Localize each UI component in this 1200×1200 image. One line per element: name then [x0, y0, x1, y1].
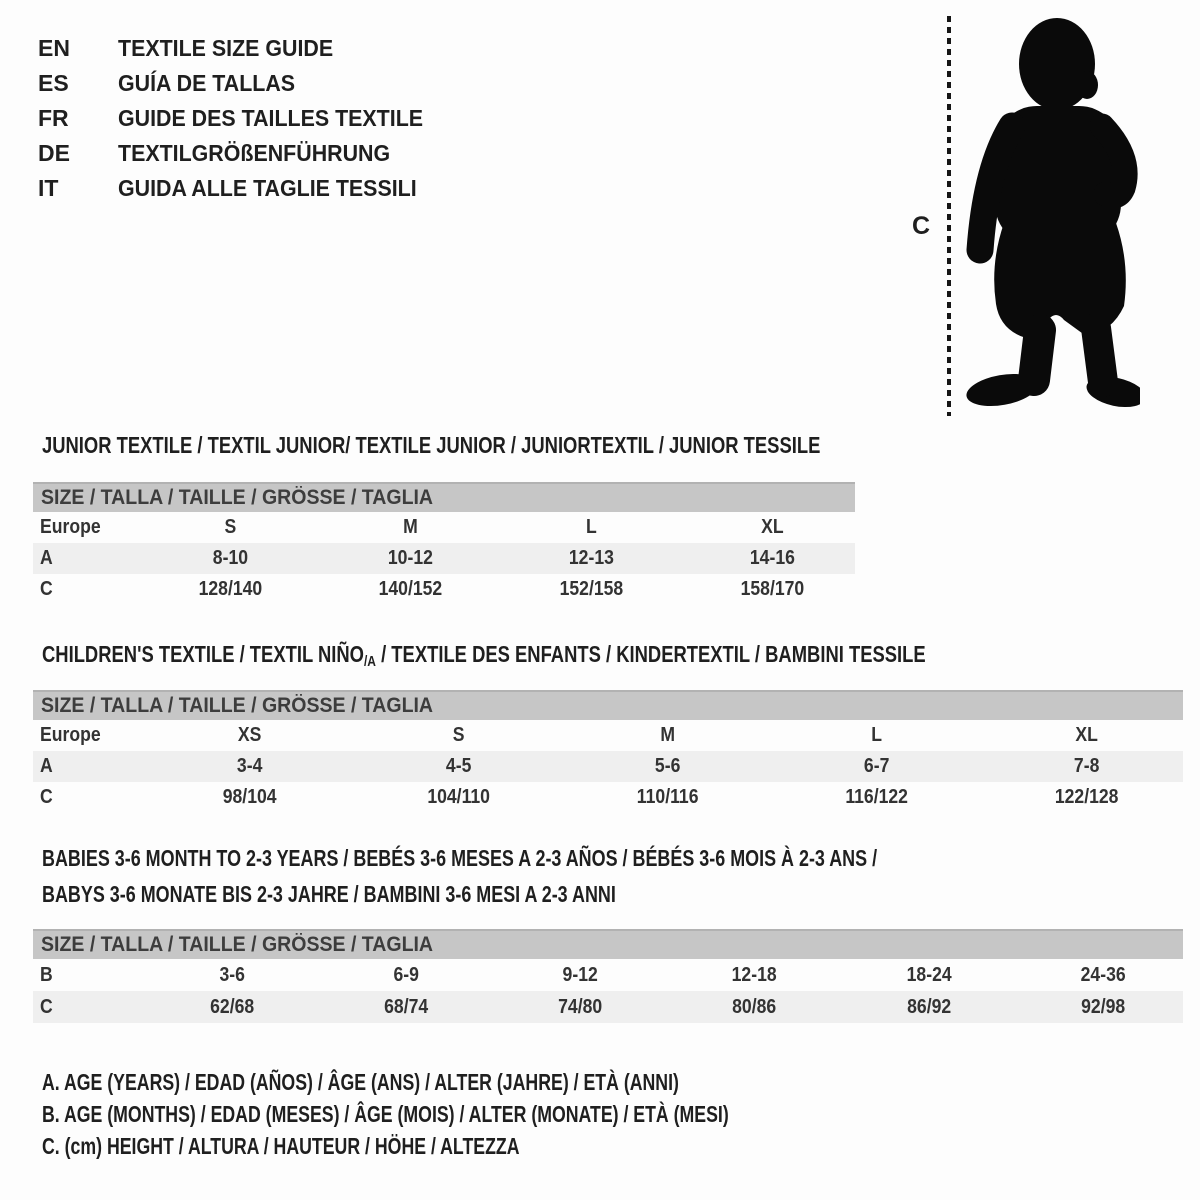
- table-cell: 7-8: [1073, 755, 1100, 777]
- table-cell: 98/104: [222, 786, 277, 808]
- table-cell: 92/98: [1081, 995, 1126, 1018]
- size-header-label: SIZE / TALLA / TAILLE / GRÖSSE / TAGLIA: [41, 486, 434, 509]
- table-cell: L: [586, 516, 598, 538]
- table-cell: M: [403, 516, 419, 538]
- table-cell: S: [452, 724, 465, 746]
- table-cell: Europe: [40, 516, 101, 538]
- table-cell: 5-6: [655, 755, 681, 777]
- table-row-europe: [33, 720, 1183, 751]
- table-row-height: [33, 782, 1183, 813]
- children-table-header-bar: [33, 690, 1183, 720]
- table-cell: XL: [761, 516, 784, 538]
- language-row: [38, 101, 446, 136]
- language-row: [38, 171, 446, 206]
- table-cell: XS: [237, 724, 261, 746]
- language-row: [38, 66, 446, 101]
- babies-table-header-bar: [33, 929, 1183, 959]
- table-cell: 68/74: [383, 995, 429, 1018]
- heading-subscript: /A: [363, 653, 376, 670]
- table-cell: 152/158: [559, 578, 624, 600]
- language-code: IT: [38, 175, 59, 201]
- language-title: TEXTILGRÖßENFÜHRUNG: [118, 140, 391, 166]
- table-cell: M: [660, 724, 676, 746]
- junior-section-heading: JUNIOR TEXTILE / TEXTIL JUNIOR/ TEXTILE JUNIOR / JUNIORTEXTIL / JUNIOR TESSILE: [42, 432, 821, 458]
- table-cell: 80/86: [732, 995, 777, 1018]
- table-row-height: [33, 574, 855, 605]
- table-cell: 74/80: [558, 995, 603, 1018]
- junior-table-header-bar: [33, 482, 855, 512]
- table-cell: A: [40, 755, 53, 777]
- note-age-years: A. AGE (YEARS) / EDAD (AÑOS) / ÂGE (ANS) / ALTER (JAHRE) / ETÀ (ANNI): [42, 1069, 679, 1095]
- table-row-height: [33, 991, 1183, 1023]
- babies-size-table: [33, 929, 1183, 1023]
- language-list: [38, 31, 446, 206]
- table-cell: C: [40, 995, 53, 1018]
- table-cell: 4-5: [445, 755, 472, 777]
- table-row-age: [33, 543, 855, 574]
- table-cell: 62/68: [209, 995, 254, 1018]
- table-row-europe: [33, 512, 855, 543]
- table-cell: A: [40, 547, 53, 569]
- table-cell: 24-36: [1080, 963, 1126, 986]
- table-row-months: [33, 959, 1183, 991]
- language-code: EN: [38, 35, 70, 61]
- table-cell: 128/140: [198, 578, 262, 600]
- language-code: FR: [38, 105, 69, 131]
- table-cell: L: [871, 724, 883, 746]
- table-cell: 104/110: [427, 786, 490, 808]
- table-cell: 116/122: [845, 786, 909, 808]
- table-cell: XL: [1075, 724, 1098, 746]
- junior-size-table: [33, 482, 855, 605]
- note-age-months: B. AGE (MONTHS) / EDAD (MESES) / ÂGE (MOIS) / ALTER (MONATE) / ETÀ (MESI): [42, 1101, 729, 1127]
- size-header-label: SIZE / TALLA / TAILLE / GRÖSSE / TAGLIA: [41, 933, 434, 956]
- language-title: GUIDE DES TAILLES TEXTILE: [118, 105, 424, 131]
- babies-section-heading: BABIES 3-6 MONTH TO 2-3 YEARS / BEBÉS 3-6 MESES A 2-3 AÑOS / BÉBÉS 3-6 MOIS À 2-3 ANS / BABYS 3-6 MONATE BIS 2-3 JAHRE / BAMBINI 3-6 MESI A 2-3 ANNI: [42, 845, 878, 907]
- note-height-cm: C. (cm) HEIGHT / ALTURA / HAUTEUR / HÖHE / ALTEZZA: [42, 1133, 520, 1159]
- table-cell: 86/92: [906, 995, 951, 1018]
- table-cell: 3-6: [218, 963, 245, 986]
- table-cell: 3-4: [236, 755, 262, 777]
- table-cell: S: [224, 516, 236, 538]
- language-title: TEXTILE SIZE GUIDE: [118, 35, 334, 61]
- children-size-table: [33, 690, 1183, 813]
- table-cell: B: [40, 963, 53, 986]
- table-cell: 6-7: [864, 755, 890, 777]
- height-dashed-line: [947, 16, 951, 416]
- language-code: DE: [38, 140, 70, 166]
- table-cell: 110/116: [636, 786, 699, 808]
- table-cell: 14-16: [750, 547, 796, 569]
- language-code: ES: [38, 70, 69, 96]
- table-cell: 8-10: [212, 547, 248, 569]
- table-cell: 122/128: [1054, 786, 1119, 808]
- table-cell: 140/152: [379, 578, 443, 600]
- size-header-label: SIZE / TALLA / TAILLE / GRÖSSE / TAGLIA: [41, 694, 434, 717]
- children-section-heading: CHILDREN'S TEXTILE / TEXTIL NIÑO/A / TEXTILE DES ENFANTS / KINDERTEXTIL / BAMBINI TESSILE: [42, 641, 1147, 671]
- table-cell: 12-13: [569, 547, 615, 569]
- language-row: [38, 136, 446, 171]
- table-cell: 18-24: [906, 963, 952, 986]
- table-cell: 9-12: [562, 963, 598, 986]
- table-cell: 6-9: [393, 963, 419, 986]
- baby-silhouette-icon: [960, 18, 1140, 412]
- table-row-age: [33, 751, 1183, 782]
- table-cell: 12-18: [732, 963, 778, 986]
- table-cell: 158/170: [740, 578, 805, 600]
- baby-silhouette-svg: [960, 18, 1140, 412]
- language-row: [38, 31, 446, 66]
- language-title: GUIDA ALLE TAGLIE TESSILI: [118, 175, 417, 201]
- table-cell: C: [40, 786, 53, 808]
- table-cell: 10-12: [388, 547, 434, 569]
- height-label: C: [912, 212, 931, 240]
- footnotes: [42, 1066, 934, 1162]
- table-cell: C: [40, 578, 53, 600]
- table-cell: Europe: [40, 724, 101, 746]
- language-title: GUÍA DE TALLAS: [118, 70, 296, 96]
